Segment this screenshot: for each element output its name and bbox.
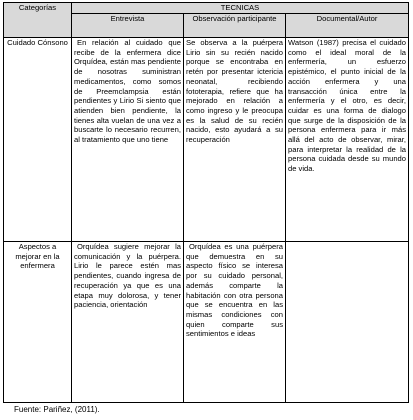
header-categorias: Categorías xyxy=(4,3,72,38)
table-row xyxy=(4,242,409,403)
header-observacion: Observación participante xyxy=(184,14,286,38)
entrevista-cell: En relación al cuidado que recibe de la enfermera dice Orquídea, están mas pendiente de nosotras suministran medicamentos, como somos de Preemclampsia están pendientes y Lirio Si siento que atienden bien pendiente, la tienes alta vuelan de una vez a buscarte lo necesario recurren, al tratamiento que uno tiene xyxy=(72,38,184,242)
observacion-cell: Se observa a la puérpera Lirio sin su recién nacido porque se encontraba en retén por presentar ictericia neonatal, recibiendo fototerapia, refiere que ha mejorado en relación a como ingreso y le preocupa es la salud de su recién nacido, esto ayudará a su recuperación xyxy=(184,38,286,242)
header-entrevista: Entrevista xyxy=(72,14,184,38)
documental-cell xyxy=(286,242,409,403)
techniques-table xyxy=(3,2,409,403)
table-row xyxy=(4,38,409,242)
header-tecnicas: TECNICAS xyxy=(72,3,409,14)
entrevista-cell: Orquídea sugiere mejorar la comunicación y la puérpera. Lirio le parece estén mas pendientes, cuando ingresa de recuperación ya que es una etapa muy dolorosa, y tener paciencia, orientación xyxy=(72,242,184,403)
category-cell: Aspectos a mejorar en la enfermera xyxy=(4,242,72,403)
documental-cell: Watson (1987) precisa el cuidado como el ideal moral de la enfermería, un esfuerzo epistémico, el punto inicial de la acción enfermera y una transacción única entre la enfermería y el otro, es decir, cuidar es una forma de dialogo que surge de la disposición de la persona enfermera para ir más allá del acto de observar, mirar, para interpretar la realidad de la persona cuidada desde su mundo de vida. xyxy=(286,38,409,242)
header-row-group xyxy=(4,3,409,14)
source-caption: Fuente: Pariñez, (2011). xyxy=(14,405,100,414)
header-documental: Documental/Autor xyxy=(286,14,409,38)
category-cell: Cuidado Cónsono xyxy=(4,38,72,242)
observacion-cell: Orquídea es una puérpera que demuestra en su aspecto físico se interesa por su cuidado personal, además comparte la habitación con otra persona que se encuentra en las mismas condiciones con quien comparte sus sentimientos e ideas xyxy=(184,242,286,403)
